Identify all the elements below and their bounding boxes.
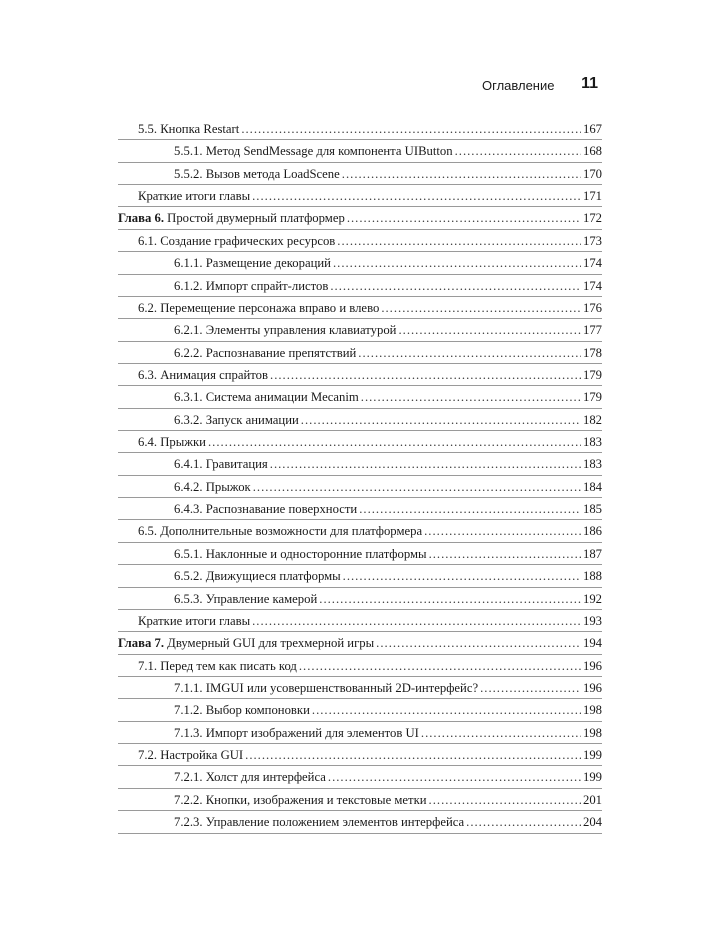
toc-entry[interactable] (118, 297, 602, 319)
toc-entry[interactable] (118, 163, 602, 185)
toc-entry[interactable] (118, 699, 602, 721)
dot-leader (270, 453, 581, 475)
toc-entry-text: 6.3. Анимация спрайтов (138, 367, 269, 382)
toc-entry[interactable] (118, 498, 602, 520)
dot-leader (337, 230, 581, 252)
toc-entry-text: 7.2.2. Кнопки, изображения и текстовые метки (174, 792, 427, 807)
toc-entry-page: 179 (582, 367, 602, 382)
header-title: Оглавление (482, 78, 555, 93)
toc-entry-text: 6.3.2. Запуск анимации (174, 412, 299, 427)
toc-entry-text: 7.2.1. Холст для интерфейса (174, 770, 326, 785)
toc-entry-page: 186 (582, 524, 602, 539)
toc-entry-text: 6.5.3. Управление камерой (174, 591, 318, 606)
dot-leader (252, 185, 581, 207)
toc-entry-page: 196 (582, 658, 602, 673)
dot-leader (398, 319, 580, 341)
toc-entry-text: 5.5. Кнопка Restart (138, 122, 240, 136)
toc-entry[interactable] (118, 744, 602, 766)
toc-entry[interactable] (118, 632, 602, 654)
dot-leader (359, 498, 581, 520)
toc-entry-label (174, 789, 427, 811)
toc-entry-page: 185 (582, 502, 602, 517)
toc-entry-page: 198 (582, 725, 602, 740)
toc-entry-label (138, 230, 335, 252)
toc-entry-label (118, 207, 345, 229)
toc-entry-text: 6.5. Дополнительные возможности для платформера (138, 524, 423, 539)
toc-entry-page: 196 (582, 680, 602, 695)
dot-leader (421, 722, 581, 744)
toc-entry[interactable] (118, 520, 602, 542)
toc-entry-page: 174 (582, 278, 602, 293)
toc-entry-text: 6.5.2. Движущиеся платформы (174, 569, 341, 584)
toc-entry[interactable] (118, 386, 602, 408)
toc-entry-label (138, 610, 250, 632)
toc-entry[interactable] (118, 364, 602, 386)
toc-entry-label (174, 386, 359, 408)
dot-leader (361, 386, 581, 408)
toc-entry-page: 201 (582, 792, 602, 807)
toc-entry-text: 6.4.3. Распознавание поверхности (174, 502, 358, 517)
dot-leader (376, 632, 581, 654)
toc-entry-label (174, 677, 478, 699)
toc-entry-page: 182 (582, 412, 602, 427)
toc-entry[interactable] (118, 319, 602, 341)
toc-entry-label (138, 297, 379, 319)
toc-entry-label (174, 275, 328, 297)
dot-leader (424, 520, 581, 542)
chapter-prefix: Глава 6. (118, 211, 164, 226)
toc-entry-text: 7.1.2. Выбор компоновки (174, 703, 310, 718)
chapter-prefix: Глава 7. (118, 636, 164, 651)
toc-entry-text: Простой двумерный платформер (164, 211, 345, 226)
toc-entry-page: 183 (582, 457, 602, 472)
toc-entry[interactable] (118, 722, 602, 744)
toc-entry[interactable] (118, 610, 602, 632)
dot-leader (429, 789, 581, 811)
toc-entry[interactable] (118, 655, 602, 677)
toc-entry[interactable] (118, 453, 602, 475)
toc-entry[interactable] (118, 431, 602, 453)
toc-entry-page: 204 (582, 815, 602, 830)
toc-entry-page: 168 (582, 144, 602, 159)
toc-entry-text: Двумерный GUI для трехмерной игры (164, 636, 375, 651)
dot-leader (480, 677, 581, 699)
toc-entry[interactable] (118, 185, 602, 207)
table-of-contents (118, 118, 602, 834)
running-header (482, 75, 602, 97)
toc-entry-label (174, 699, 310, 721)
toc-entry-text: Краткие итоги главы (138, 613, 251, 628)
dot-leader (328, 766, 581, 788)
dot-leader (343, 565, 581, 587)
dot-leader (245, 744, 581, 766)
toc-entry-page: 173 (582, 233, 602, 248)
toc-entry-page: 193 (582, 613, 602, 628)
toc-entry-text: 7.1. Перед тем как писать код (138, 658, 297, 673)
dot-leader (241, 118, 581, 140)
page-number: 11 (581, 75, 598, 92)
toc-entry[interactable] (118, 230, 602, 252)
toc-entry-page: 188 (582, 569, 602, 584)
toc-entry[interactable] (118, 275, 602, 297)
dot-leader (347, 207, 581, 229)
toc-entry-label (174, 140, 453, 162)
dot-leader (208, 431, 581, 453)
toc-entry-label (138, 118, 239, 140)
toc-entry-text: 7.1.1. IMGUI или усовершенствованный 2D-интерфейс? (174, 680, 479, 695)
dot-leader (301, 409, 581, 431)
toc-entry[interactable] (118, 811, 602, 833)
toc-entry-text: 6.2. Перемещение персонажа вправо и влево (138, 300, 380, 315)
toc-entry-text: 6.3.1. Система анимации Mecanim (174, 390, 359, 405)
toc-entry-page: 174 (582, 256, 602, 271)
dot-leader (270, 364, 581, 386)
toc-entry-label (174, 319, 396, 341)
toc-entry-label (174, 766, 326, 788)
toc-entry-page: 184 (582, 479, 602, 494)
toc-entry[interactable] (118, 476, 602, 498)
toc-entry-page: 178 (582, 345, 602, 360)
toc-entry-text: 6.1. Создание графических ресурсов (138, 233, 336, 248)
toc-entry-label (138, 185, 250, 207)
toc-entry-label (174, 811, 464, 833)
toc-entry-page: 199 (582, 748, 602, 763)
dot-leader (299, 655, 581, 677)
toc-entry-text: 6.5.1. Наклонные и односторонние платформы (174, 546, 427, 561)
toc-entry[interactable] (118, 766, 602, 788)
toc-entry-label (138, 520, 422, 542)
dot-leader (342, 163, 581, 185)
toc-entry-label (174, 476, 251, 498)
toc-entry-label (174, 588, 317, 610)
toc-entry-text: Краткие итоги главы (138, 189, 251, 204)
toc-entry-page: 199 (582, 770, 602, 785)
toc-entry[interactable] (118, 789, 602, 811)
dot-leader (429, 543, 581, 565)
toc-entry-page: 172 (582, 211, 602, 226)
toc-entry-label (138, 744, 243, 766)
dot-leader (253, 476, 581, 498)
toc-entry-page: 167 (582, 122, 602, 136)
toc-entry-page: 183 (582, 435, 602, 450)
toc-entry-page: 192 (582, 591, 602, 606)
dot-leader (312, 699, 581, 721)
toc-entry-label (174, 565, 341, 587)
dot-leader (252, 610, 581, 632)
toc-entry[interactable] (118, 252, 602, 274)
toc-entry-text: 7.2. Настройка GUI (138, 748, 244, 763)
toc-entry-text: 6.1.2. Импорт спрайт-листов (174, 278, 329, 293)
dot-leader (358, 342, 581, 364)
dot-leader (381, 297, 581, 319)
toc-entry-page: 176 (582, 300, 602, 315)
dot-leader (330, 275, 581, 297)
dot-leader (319, 588, 581, 610)
toc-entry-text: 6.4.1. Гравитация (174, 457, 268, 472)
toc-entry-label (138, 431, 206, 453)
toc-entry-page: 198 (582, 703, 602, 718)
toc-entry-text: 7.1.3. Импорт изображений для элементов UI (174, 725, 419, 740)
toc-entry[interactable] (118, 140, 602, 162)
toc-entry-label (174, 409, 299, 431)
dot-leader (455, 140, 581, 162)
toc-entry[interactable] (118, 342, 602, 364)
toc-entry[interactable] (118, 207, 602, 229)
toc-entry-text: 6.2.1. Элементы управления клавиатурой (174, 323, 397, 338)
toc-entry-text: 7.2.3. Управление положением элементов интерфейса (174, 815, 465, 830)
toc-entry-label (174, 453, 268, 475)
dot-leader (333, 252, 581, 274)
toc-entry-label (174, 252, 331, 274)
toc-entry-text: 5.5.1. Метод SendMessage для компонента UIButton (174, 144, 453, 159)
toc-entry-label (174, 722, 419, 744)
toc-entry-page: 179 (582, 390, 602, 405)
toc-entry-page: 194 (582, 636, 602, 651)
toc-entry[interactable] (118, 409, 602, 431)
toc-entry-page: 177 (582, 323, 602, 338)
toc-entry[interactable] (118, 677, 602, 699)
toc-entry-text: 5.5.2. Вызов метода LoadScene (174, 166, 340, 181)
toc-entry-label (138, 364, 268, 386)
toc-entry[interactable] (118, 565, 602, 587)
toc-entry-page: 187 (582, 546, 602, 561)
toc-entry-label (174, 543, 427, 565)
toc-entry-label (174, 163, 340, 185)
toc-entry-page: 171 (582, 189, 602, 204)
dot-leader (466, 811, 581, 833)
toc-entry[interactable] (118, 588, 602, 610)
toc-entry-text: 6.1.1. Размещение декораций (174, 256, 331, 271)
toc-entry-label (174, 498, 357, 520)
toc-entry-text: 6.4. Прыжки (138, 435, 206, 450)
toc-entry-label (118, 632, 374, 654)
toc-entry[interactable] (118, 543, 602, 565)
toc-entry-page: 170 (582, 166, 602, 181)
toc-entry-label (138, 655, 297, 677)
toc-entry-label (174, 342, 356, 364)
toc-entry[interactable] (118, 118, 602, 140)
toc-entry-text: 6.4.2. Прыжок (174, 479, 251, 494)
toc-entry-text: 6.2.2. Распознавание препятствий (174, 345, 357, 360)
